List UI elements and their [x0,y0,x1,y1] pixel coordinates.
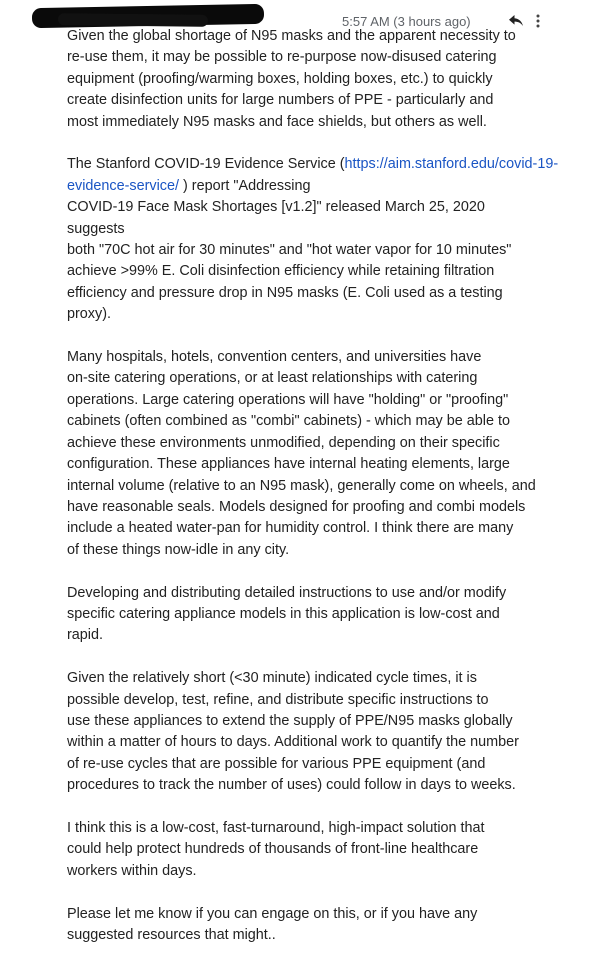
paragraph-closing: Please let me know if you can engage on this, or if you have any suggested resources that might.. [67,905,478,943]
paragraph-instructions: Developing and distributing detailed instructions to use and/or modify specific catering appliance models in this application is low-cost and rapid. [67,584,507,644]
stanford-intro: The Stanford COVID-19 Evidence Service ( [67,156,345,173]
redacted-sender-scribble [58,13,208,27]
stanford-evidence-link[interactable]: https://aim.stanford.edu/covid-19-evidence-service/ [67,156,559,194]
message-body [67,26,567,946]
paragraph-shortage: Given the global shortage of N95 masks and the apparent necessity to re-use them, it may be possible to re-purpose now-disused catering equipment (proofing/warming boxes, holding boxes, etc.) to quickly create disinfection units for large numbers of PPE - particularly and most immediately N95 masks and face shields, but others as well. [67,28,516,130]
stanford-report-text: ) report "Addressing COVID-19 Face Mask Shortages [v1.2]" released March 25, 2020 suggests both "70C hot air for 30 minutes" and "hot water vapor for 10 minutes" achieve >99% E. Coli disinfection efficiency while retaining filtration efficiency and pressure drop in N95 masks (E. Coli used as a testing proxy). [67,177,512,323]
message-timestamp: 5:57 AM (3 hours ago) [342,14,471,29]
paragraph-stanford [67,154,567,325]
paragraph-solution: I think this is a low-cost, fast-turnaround, high-impact solution that could help protect hundreds of thousands of front-line healthcare workers within days. [67,819,485,879]
paragraph-catering: Many hospitals, hotels, convention centers, and universities have on-site catering operations, or at least relationships with catering operations. Large catering operations will have "holding" or "proofing" cabinets (often combined as "combi" cabinets) - which may be able to achieve these environments unmodified, depending on their specific configuration. These appliances have internal heating elements, large internal volume (relative to an N95 mask), generally come on wheels, and have reasonable seals. Models designed for proofing and combi models include a heated water-pan for humidity control. I think there are many of these things now-idle in any city. [67,349,536,558]
paragraph-cycle-times: Given the relatively short (<30 minute) indicated cycle times, it is possible develop, test, refine, and distribute specific instructions to use these appliances to extend the supply of PPE/N95 masks globally within a matter of hours to days. Additional work to quantify the number of re-use cycles that are possible for various PPE equipment (and procedures to track the number of uses) could follow in days to weeks. [67,670,519,794]
reply-icon[interactable] [508,13,524,27]
